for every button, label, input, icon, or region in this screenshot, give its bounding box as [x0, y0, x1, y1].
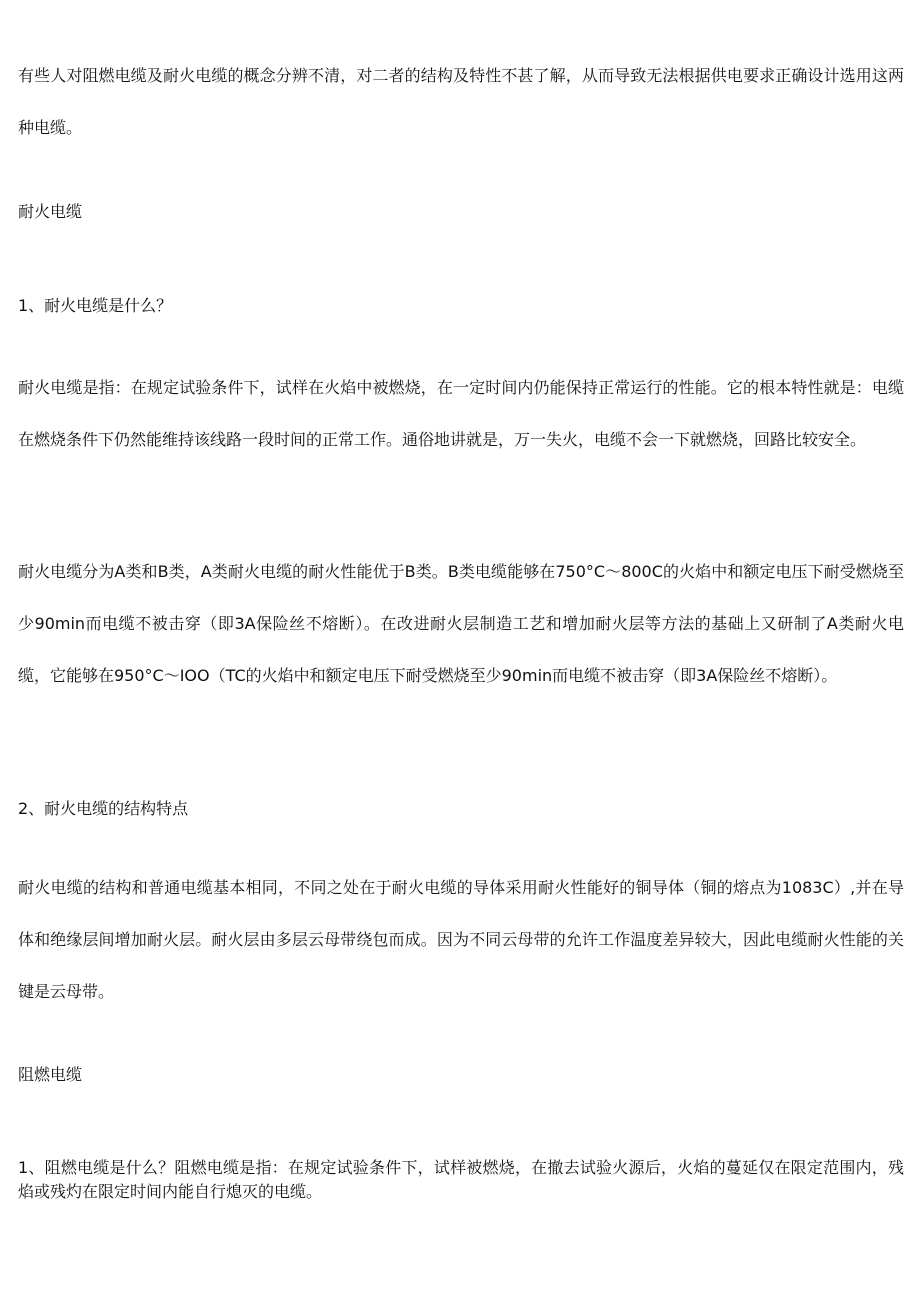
definition-paragraph-flame-retardant: 1、阻燃电缆是什么？阻燃电缆是指：在规定试验条件下，试样被燃烧，在撤去试验火源后，火焰的蔓延仅在限定范围内，残焰或残灼在限定时间内能自行熄灭的电缆。 [18, 1158, 904, 1201]
subheading-structure-features: 2、耐火电缆的结构特点 [18, 799, 189, 818]
section-heading-flame-retardant-cable: 阻燃电缆 [18, 1065, 83, 1084]
definition-paragraph-fire-resistant: 耐火电缆是指：在规定试验条件下，试样在火焰中被燃烧，在一定时间内仍能保持正常运行的性能。它的根本特性就是：电缆在燃烧条件下仍然能维持该线路一段时间的正常工作。通俗地讲就是，万一失火，电缆不会一下就燃烧，回路比较安全。 [18, 378, 904, 449]
subheading-what-is-fire-resistant-cable: 1、耐火电缆是什么？ [18, 296, 173, 315]
section-heading-fire-resistant-cable: 耐火电缆 [18, 202, 83, 221]
classification-paragraph: 耐火电缆分为A类和B类，A类耐火电缆的耐火性能优于B类。B类电缆能够在750°C～800C的火焰中和额定电压下耐受燃烧至少90min而电缆不被击穿（即3A保险丝不熔断）。在改进耐火层制造工艺和增加耐火层等方法的基础上又研制了A类耐火电缆，它能够在950°C～IOO（TC的火焰中和额定电压下耐受燃烧至少90min而电缆不被击穿（即3A保险丝不熔断）。 [18, 562, 904, 685]
structure-paragraph: 耐火电缆的结构和普通电缆基本相同，不同之处在于耐火电缆的导体采用耐火性能好的铜导体（铜的熔点为1083C）,并在导体和绝缘层间增加耐火层。耐火层由多层云母带绕包而成。因为不同云母带的允许工作温度差异较大，因此电缆耐火性能的关键是云母带。 [18, 878, 904, 1001]
intro-paragraph: 有些人对阻燃电缆及耐火电缆的概念分辨不清，对二者的结构及特性不甚了解，从而导致无法根据供电要求正确设计选用这两种电缆。 [18, 66, 904, 137]
